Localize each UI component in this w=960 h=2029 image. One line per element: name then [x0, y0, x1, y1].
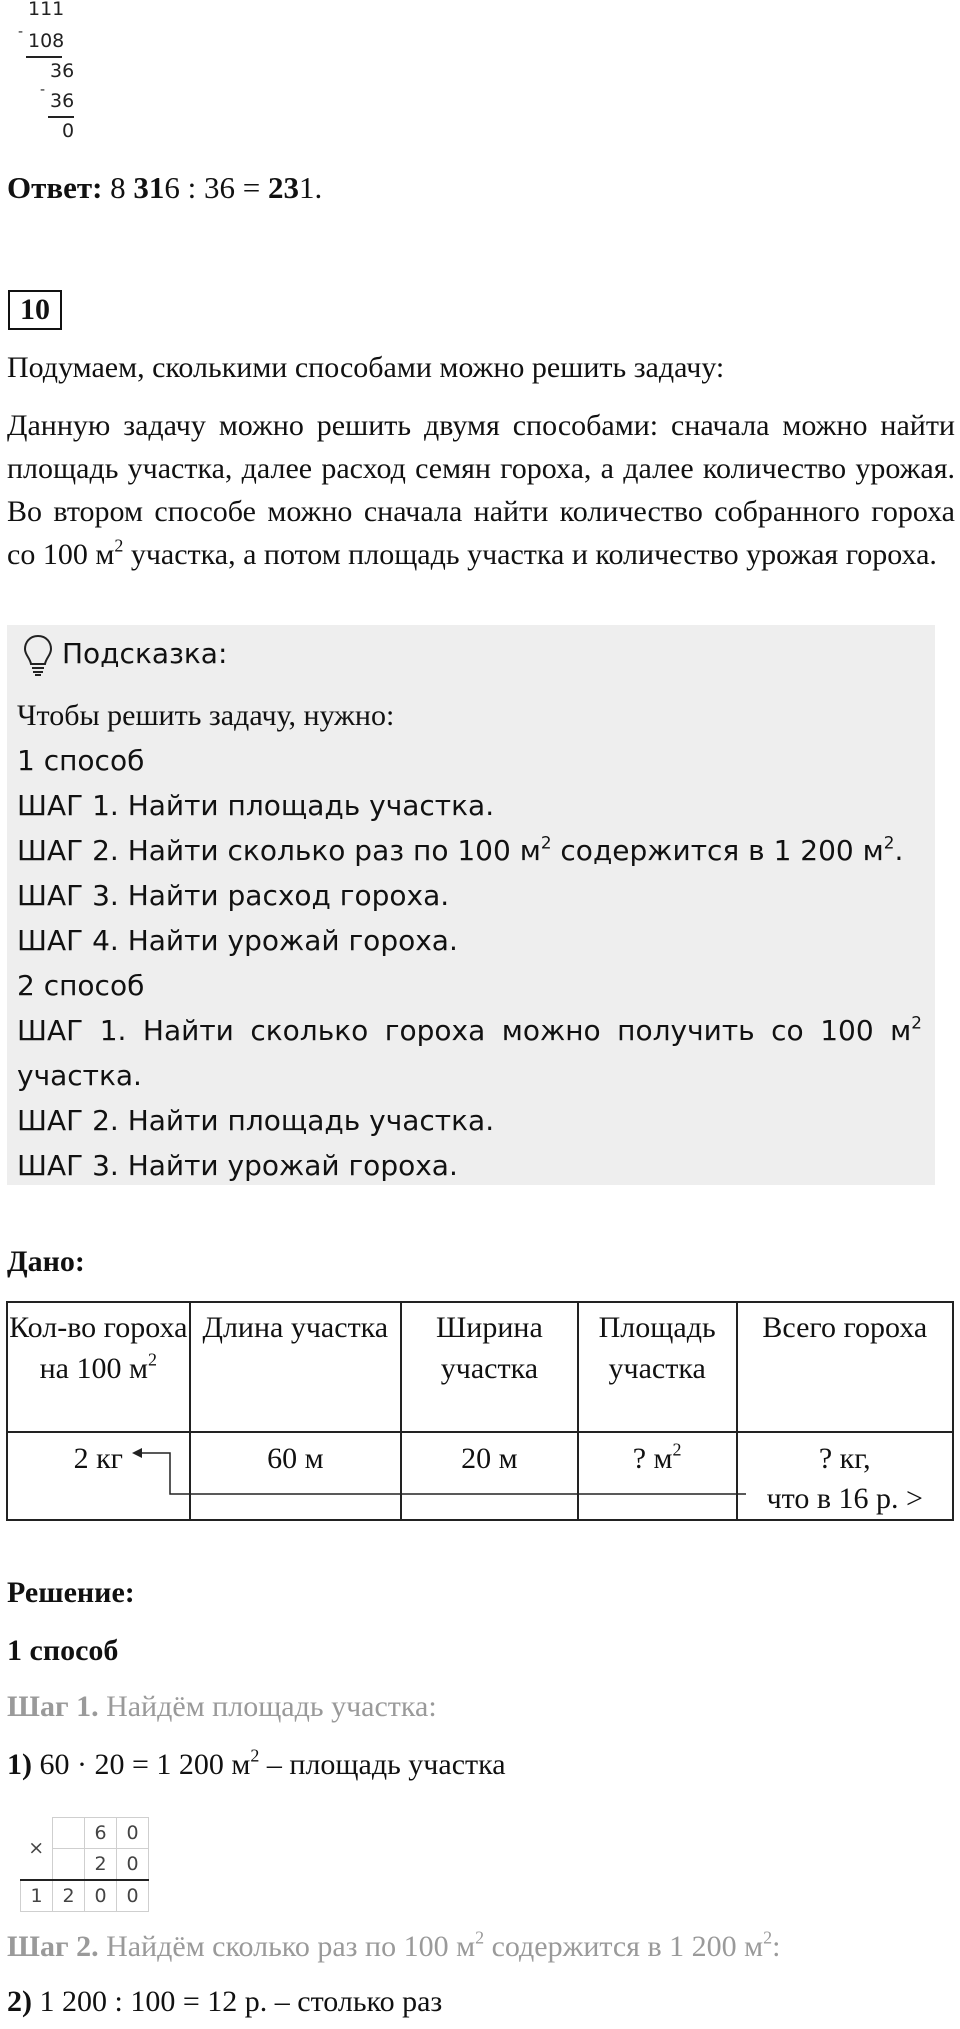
- explanation-text: участка, а потом площадь участка и количество урожая гороха.: [123, 538, 937, 571]
- step-label: Шаг 1.: [7, 1690, 99, 1723]
- step2-line: [7, 1927, 781, 1964]
- table-header-cell: Всего гороха: [737, 1302, 953, 1432]
- hint-title: Подсказка:: [62, 637, 228, 670]
- step-text: Найдём площадь участка:: [98, 1690, 437, 1723]
- step-label: Шаг 2.: [7, 1930, 99, 1963]
- answer-bold: 23: [268, 170, 300, 205]
- grid-cell: 0: [117, 1880, 149, 1912]
- division-row: 36: [50, 60, 75, 82]
- cell-text: ? м: [632, 1442, 673, 1475]
- grid-cell: 6: [85, 1818, 117, 1849]
- multiplication-grid: [20, 1817, 149, 1912]
- times-sign: ×: [28, 1837, 45, 1860]
- grid-cell: [53, 1849, 85, 1881]
- step-text: Найти площадь участка.: [118, 789, 495, 822]
- step-text: Найти площадь участка.: [118, 1104, 495, 1137]
- answer-bold: 31: [133, 170, 165, 205]
- task-number: 10: [8, 290, 62, 330]
- solution-title: Решение:: [7, 1576, 135, 1609]
- step-text: Найдём сколько раз по 100 м: [98, 1930, 476, 1963]
- step-text: Найти сколько гороха можно получить со 100 м: [126, 1014, 912, 1047]
- grid-cell: 2: [85, 1849, 117, 1881]
- calc-number: 1): [7, 1748, 32, 1781]
- hint-step-continuation: участка.: [17, 1059, 142, 1092]
- grid-cell: [53, 1818, 85, 1849]
- step-label: ШАГ 3.: [17, 1149, 119, 1182]
- cell-text: ? кг,: [818, 1442, 871, 1475]
- arrow-head-icon: [132, 1448, 142, 1458]
- grid-cell: 1: [21, 1880, 53, 1912]
- hint-way2: 2 способ: [17, 969, 145, 1002]
- table-header-cell: Длина участка: [190, 1302, 401, 1432]
- answer-part: 1.: [299, 170, 323, 205]
- superscript: 2: [540, 832, 552, 853]
- step1-line: [7, 1690, 437, 1724]
- solution-way1: 1 способ: [7, 1634, 119, 1667]
- answer-label: Ответ:: [7, 170, 103, 205]
- superscript: 2: [475, 1927, 485, 1948]
- explanation-text: Данную задачу можно решить двумя способами: сначала можно найти площадь участка, далее расход семян гороха, а далее количество урожая. Во втором способе можно сначала найти количество собранного гороха со 100 м: [7, 409, 955, 571]
- calc-tail: – площадь участка: [259, 1748, 506, 1781]
- step-label: ШАГ 4.: [17, 924, 119, 957]
- calc-expression: 60 · 20 = 1 200 м: [32, 1748, 251, 1781]
- arrow-line: [138, 1453, 746, 1494]
- step-text: Найти расход гороха.: [118, 879, 450, 912]
- superscript: 2: [883, 832, 895, 853]
- superscript: 2: [911, 1012, 922, 1033]
- given-title: Дано:: [7, 1245, 85, 1278]
- minus-sign: -: [40, 82, 46, 98]
- grid-row: [21, 1818, 149, 1849]
- grid-cell: 0: [85, 1880, 117, 1912]
- calc-number: 2): [7, 1985, 32, 2018]
- division-row: 36: [50, 90, 75, 112]
- superscript: 2: [147, 1349, 157, 1370]
- superscript: 2: [672, 1439, 682, 1460]
- step-text: .: [894, 834, 904, 867]
- grid-cell: 0: [117, 1818, 149, 1849]
- division-row: 111: [28, 0, 65, 20]
- step-label: ШАГ 3.: [17, 879, 119, 912]
- step-label: ШАГ 2.: [17, 1104, 119, 1137]
- step-label: ШАГ 1.: [17, 789, 119, 822]
- grid-cell: 0: [117, 1849, 149, 1881]
- division-row: 0: [62, 120, 75, 142]
- step-label: ШАГ 2.: [17, 834, 119, 867]
- superscript: 2: [763, 1927, 773, 1948]
- table-header-cell: Ширина участка: [401, 1302, 578, 1432]
- answer-part: 6 : 36 =: [164, 170, 269, 205]
- step-label: ШАГ 1.: [17, 1014, 127, 1047]
- table-cell: 20 м: [401, 1432, 578, 1520]
- division-row: 108: [28, 30, 65, 52]
- calc-expression: 1 200 : 100 = 12 р. – столько раз: [32, 1985, 443, 2018]
- answer-part: 8: [110, 170, 134, 205]
- step-text: содержится в 1 200 м: [484, 1930, 764, 1963]
- hint-way1: 1 способ: [17, 744, 145, 777]
- table-header-cell: Площадь участка: [578, 1302, 737, 1432]
- step-text: Найти урожай гороха.: [118, 1149, 458, 1182]
- superscript: 2: [250, 1745, 260, 1766]
- header-text: Кол-во гороха на 100 м: [9, 1311, 188, 1385]
- calc1-line: [7, 1745, 506, 1782]
- step-text: содержится в 1 200 м: [551, 834, 884, 867]
- step-text: Найти сколько раз по 100 м: [118, 834, 541, 867]
- calc2-line: [7, 1985, 442, 2019]
- grid-row: [21, 1880, 149, 1912]
- step-text: Найти урожай гороха.: [118, 924, 458, 957]
- cell-text: что в 16 р. >: [766, 1482, 923, 1515]
- table-cell: 2 кг: [7, 1432, 190, 1520]
- hint-intro: Чтобы решить задачу, нужно:: [17, 699, 395, 732]
- minus-sign: -: [18, 24, 24, 40]
- task-think: Подумаем, сколькими способами можно решить задачу:: [7, 351, 725, 384]
- superscript: 2: [114, 535, 124, 556]
- step-text: :: [772, 1930, 781, 1963]
- grid-cell: 2: [53, 1880, 85, 1912]
- table-cell: 60 м: [190, 1432, 401, 1520]
